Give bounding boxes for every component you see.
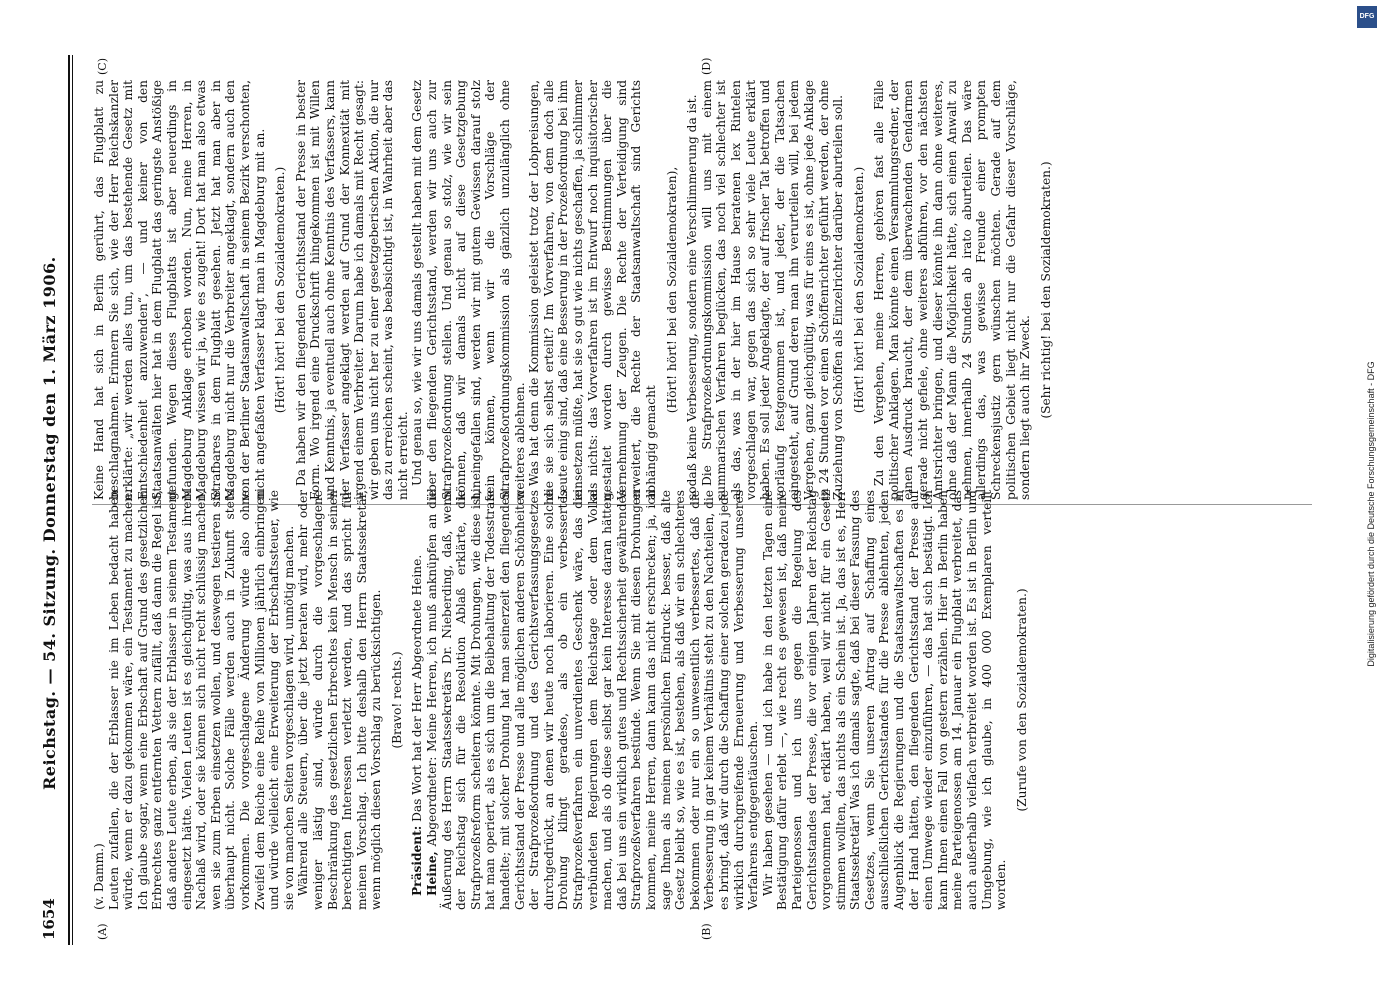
header-rule-thin	[72, 55, 73, 945]
interjection: (Hört! hört! bei den Sozialdemokraten),	[664, 166, 679, 414]
margin-letter-b: (B)	[700, 923, 713, 940]
left-column	[92, 490, 1035, 910]
interjection: (Zurufe von den Sozialdemokraten.)	[1014, 588, 1029, 812]
paragraph: Abgeordneter: Meine Herren, ich muß anknüpfen an die Äußerung des Herrn Staatssekretärs Dr. Nieberding, daß, wenn der Reichstag sich für die Resolution Ablaß erklärte, die Strafprozeßreform scheitern könnte. Mit Drohungen, wie diese ist, hat man operiert, als es sich um die Beibehaltung der Todesstrafe handelte; mit solcher Drohung hat man seinerzeit den fliegenden Gerichtsstand der Presse und alle möglichen anderen Schönheiten der Strafprozeßordnung und des Gerichtsverfassungsgesetzes durchgedrückt, an denen wir heute noch laborieren. Eine solche Drohung klingt geradeso, als ob ein verbessertes Strafprozeßverfahren ein unverdientes Geschenk wäre, das die verbündeten Regierungen dem Reichstage oder dem Volke machen, und als ob diese selbst gar kein Interesse daran hätten, daß bei uns ein wirklich gutes und Rechtssicherheit gewährendes Strafprozeßverfahren bestünde. Wenn Sie mit diesen Drohungen kommen, meine Herren, dann kann das nicht erschrecken; ja, ich sage Ihnen als meinen persönlichen Eindruck: besser, daß alte Gesetz bleibt so, wie es ist, bestehen, als daß wir ein schlechteres bekommen oder nur ein so unwesentlich verbessertes, daß die Verbesserung in gar keinem Verhältnis steht zu den Nachteilen, die es bringt, daß wir durch die Schaffung einer solchen geradezu jede wirklich durchgreifende Erneuerung und Verbesserung unseres Verfahrens entgegentäuschen.	[425, 490, 761, 910]
paragraph: Was hat denn die Kommission geleistet trotz der Lobpreisungen, die sie sich selbst erteilt? Im Vorverfahren, von dem doch alle Leute einig sind, daß eine Besserung in der Prozeßordnung bei ihm einsetzen müßte, hat sie so gut wie nichts geschaffen, ja schlimmer als nichts: das Vorverfahren ist im Entwurf noch inquisitorischer gestaltet worden durch gewisse Bestimmungen über die Vernehmung der Zeugen. Die Rechte der Verteidigung sind erweitert, die Rechte der Staatsanwaltschaft sind Gerichts abhängig gemacht	[527, 80, 658, 500]
paragraph: Keine Hand hat sich in Berlin gerührt, das Flugblatt zu beschlagnahmen. Erinnern Sie sich, wie der Herr Reichskanzler erklärte: „wir werden alles tun, um das bestehende Gesetz mit Entschiedenheit anzuwenden“, — und keiner von den Staatsanwälten hier hat in dem Flugblatt das geringste Anstößige gefunden. Wegen dieses Flugblatts ist aber neuerdings in Magdeburg Anklage erhoben worden. Nun, meine Herren, in Magdeburg wissen wir ja, wie es zugeht! Dort hat man also etwas Strafbares in dem Flugblatt gesehen. Jetzt hat man aber in Magdeburg nicht nur die Verbreiter angeklagt, sondern auch den von der Berliner Staatsanwaltschaft in seinem Bezirk verschonten, nicht angefaßten Verfasser klagt man in Magdeburg mit an.	[92, 80, 267, 500]
margin-letter-c: (C)	[96, 58, 109, 75]
header-rule	[68, 55, 70, 945]
speaker-heine: Heine,	[425, 851, 440, 896]
side-credit: Digitalisierung gefördert durch die Deutsche Forschungsgemeinschaft - DFG	[1366, 361, 1376, 667]
paragraph: Da haben wir den fliegenden Gerichtsstand der Presse in bester Form. Wo irgend eine Druckschrift hingekommen ist mit Willen und Kenntnis, ja eventuell auch ohne Kenntnis des Verfassers, kann der Verfasser angeklagt werden auf Grund der Konnexität mit irgend einem Verbreiter. Darum habe ich damals mit Recht gesagt: wir geben uns nicht her zu einer gesetzgeberischen Aktion, die nur das zu erreichen scheint, was beabsichtigt ist, in Wahrheit aber das nicht erreicht.	[293, 80, 410, 500]
interjection: (Sehr richtig! bei den Sozialdemokraten.)	[1038, 161, 1053, 419]
paragraph: Wir haben gesehen — und ich habe in den letzten Tagen eine Bestätigung dafür erlebt —, wie recht es gewesen ist, daß meine Parteigenossen und ich uns gegen die Regelung des Gerichtsstandes der Presse, die vor einigen Jahren der Reichstag vorgenommen hat, erklärt haben, weil wir nicht für ein Gesetz stimmen wollten, das nichts als ein Schein ist. Ja, das ist es, Herr Staatssekretär! Was ich damals sagte, daß bei dieser Fassung des Gesetzes, wenn Sie unseren Antrag auf Schaffung eines ausschließlichen Gerichtsstandes für die Presse ablehnten, jeden Augenblick die Regierungen und die Staatsanwaltschaften es in der Hand hätten, den fliegenden Gerichtsstand der Presse auf einen Umwege wieder einzuführen, — das hat sich bestätigt. Ich kann Ihnen einen Fall von gestern erzählen. Hier in Berlin haben meine Parteigenossen am 14. Januar ein Flugblatt verbreitet, das auch außerhalb vielfach verbreitet worden ist. Es ist in Berlin und Umgebung, wie ich glaube, in 400 000 Exemplaren verteilt worden.	[760, 490, 1009, 910]
right-column	[92, 80, 1059, 500]
paragraph: Zu den Vergehen, meine Herren, gehören fast alle Fälle politischer Anklagen. Man könnte einen Versammlungsredner, der einen Ausdruck braucht, der dem überwachenden Gendarmen gerade nicht gefiele, ohne weiteres abführen, vor den nächsten Amtsrichter bringen, und dieser könnte ihn dann ohne weiteres, ohne daß der Mann die Möglichkeit hätte, sich einen Anwalt zu nehmen, innerhalb 24 Stunden ab irato aburteilen. Das wäre allerdings das, was gewisse Freunde einer prompten Schreckensjustiz gern wünschen möchten. Gerade auf dem politischen Gebiet liegt nicht nur die Gefahr dieser Vorschläge, sondern liegt auch ihr Zweck.	[872, 80, 1033, 500]
dfg-logo: DFG	[1357, 6, 1377, 28]
paragraph: sodaß keine Verbesserung, sondern eine Verschlimmerung da ist.	[685, 94, 700, 500]
margin-letter-a: (A)	[96, 923, 109, 940]
paragraph: Und genau so, wie wir uns damals gestellt haben mit dem Gesetz über den fliegenden Gerichtsstand, werden wir uns auch zur Strafprozeßordnung stellen. Und genau so stolz, wie wir sein können, daß wir damals nicht auf diese Gesetzgebung hineingefallen sind, werden wir mit gutem Gewissen darauf stolz sein können, wenn wir die Vorschläge der Strafprozeßordnungskommission als gänzlich unzulänglich ohne weiteres ablehnen.	[410, 80, 527, 500]
interjection: (Bravo! rechts.)	[389, 651, 404, 749]
president-text: Das Wort hat der Herr Abgeordnete Heine.	[410, 554, 425, 822]
interjection: (Hört! hört! bei den Sozialdemokraten.)	[851, 166, 866, 414]
page-title: Reichstag. — 54. Sitzung. Donnerstag den 1. März 1906.	[40, 256, 59, 790]
paragraph: Während alle Steuern, über die jetzt beraten wird, mehr oder weniger lästig sind, würde durch die vorgeschlagene Beschränkung des gesetzlichen Erbrechtes kein Mensch in seinen berechtigten Interessen verletzt werden, und das spricht für meinen Vorschlag. Ich bitte deshalb den Herrn Staatssekretär, wenn möglich diesen Vorschlag zu berücksichtigen.	[296, 490, 384, 910]
page-header	[30, 0, 70, 1000]
interjection: (Hört! hört! bei den Sozialdemokraten.)	[273, 166, 288, 414]
paragraph: Die Strafprozeßordnungskommission will uns mit einem summarischen Verfahren beglücken, das noch viel schlechter ist als das, was in der hier im Hause beratenen lex Rintelen vorgeschlagen war, gegen das sich so sehr viele Leute erklärt haben. Es soll jeder Angeklagte, der auf frischer Tat betroffen und vorläufig festgenommen ist, und jeder, der die Tatsachen eingesteht, auf Grund deren man ihn verurteilen will, bei jedem Vergehen, ganz gleichgültig, was für eins es ist, ohne jede Anklage in 24 Stunden vor einen Schöffenrichter geführt werden, der ohne Zuziehung von Schöffen als Einzelrichter darüber aburteilen soll.	[699, 80, 846, 500]
page-number: 1654	[40, 898, 58, 940]
president-label: Präsident:	[410, 825, 425, 896]
speaker-tag: (v. Damm.)	[92, 843, 106, 910]
paragraph: Leuten zufallen, die der Erblasser nie im Leben bedacht haben würde, wenn er dazu gekommen wäre, ein Testament zu machen. Ich glaube sogar, wenn eine Erbschaft auf Grund des gesetzlichen Erbrechtes ganz entfernten Vettern zufällt, daß dann die Regel ist, daß andere Leute erben, als sie der Erblasser in seinem Testament eingesetzt hätte. Vielen Leuten ist es gleichgültig, was aus ihrem Nachlaß wird, oder sie können sich nicht recht schlüssig machen, wen sie zum Erben einsetzen wollen, und deswegen testieren sie überhaupt nicht. Solche Fälle werden auch in Zukunft stets vorkommen. Die vorgeschlagene Änderung würde also ohne Zweifel dem Reiche eine Reihe von Millionen jährlich einbringen und würde vielleicht eine Erweiterung der Erbschaftssteuer, wie sie von manchen Seiten vorgeschlagen wird, unnötig machen.	[106, 490, 296, 910]
margin-letter-d: (D)	[700, 57, 713, 75]
